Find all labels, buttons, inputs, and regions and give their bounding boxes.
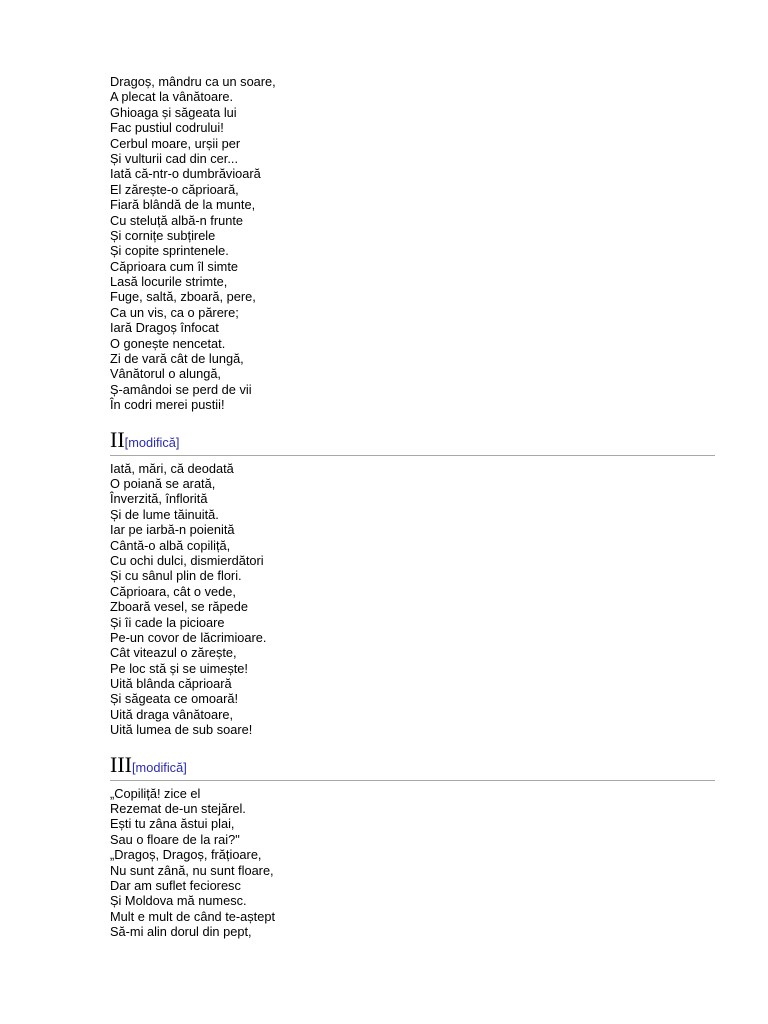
poem-line: Ești tu zâna ăstui plai,: [110, 816, 235, 832]
poem-line: Pe loc stă și se uimește!: [110, 660, 248, 676]
stanza-1: [110, 74, 715, 413]
poem-line: Uită lumea de sub soare!: [110, 722, 253, 738]
section-title: III: [110, 751, 132, 777]
poem-line: „Copiliță! zice el: [110, 785, 201, 801]
poem-line: Căprioara cum îl simte: [110, 258, 239, 274]
poem-line: Sau o floare de la rai?": [110, 831, 240, 847]
poem-line: Înverzită, înflorită: [110, 491, 208, 507]
poem-line: Și vulturii cad din cer...: [110, 150, 239, 166]
poem-line: Căprioara, cât o vede,: [110, 583, 236, 599]
poem-line: Ș-amândoi se perd de vii: [110, 381, 252, 397]
poem-line: Vânătorul o alungă,: [110, 366, 221, 382]
poem-page: [110, 74, 715, 940]
edit-section-link[interactable]: modifică: [128, 434, 176, 450]
section-title: II: [110, 426, 125, 452]
poem-line: El zărește-o căprioară,: [110, 181, 239, 197]
poem-line: Lasă locurile strimte,: [110, 274, 228, 290]
poem-line: Și de lume tăinuită.: [110, 506, 219, 522]
poem-line: Să-mi alin dorul din pept,: [110, 924, 252, 940]
poem-line: Și îi cade la picioare: [110, 614, 225, 630]
poem-line: Ca un vis, ca o părere;: [110, 304, 239, 320]
poem-line: Nu sunt zână, nu sunt floare,: [110, 862, 274, 878]
poem-line: Dragoș, mândru ca un soare,: [110, 74, 276, 89]
poem-line: Iară Dragoș înfocat: [110, 320, 219, 336]
poem-line: Cu ochi dulci, dismierdători: [110, 552, 264, 568]
poem-line: Rezemat de-un stejărel.: [110, 801, 246, 817]
poem-line: Uită draga vânătoare,: [110, 706, 234, 722]
poem-line: Zboară vesel, se răpede: [110, 599, 249, 615]
poem-line: O gonește nencetat.: [110, 335, 226, 351]
section-heading-iii: III[modifică]: [110, 752, 715, 781]
poem-line: Dar am suflet fecioresc: [110, 877, 241, 893]
poem-line: Și săgeata ce omoară!: [110, 691, 239, 707]
poem-line: Pe-un covor de lăcrimioare.: [110, 629, 267, 645]
poem-line: Cu steluță albă-n frunte: [110, 212, 244, 228]
poem-line: Iată, mări, că deodată: [110, 460, 234, 476]
poem-line: Iar pe iarbă-n poienită: [110, 522, 235, 538]
poem-line: Și cu sânul plin de flori.: [110, 568, 242, 584]
poem-line: Fiară blândă de la munte,: [110, 197, 256, 213]
poem-line: A plecat la vânătoare.: [110, 89, 234, 105]
poem-line: O poiană se arată,: [110, 475, 216, 491]
poem-line: Și Moldova mă numesc.: [110, 893, 247, 909]
poem-line: Cât viteazul o zărește,: [110, 645, 237, 661]
poem-line: „Dragoș, Dragoș, frățioare,: [110, 847, 262, 863]
poem-line: Uită blânda căprioară: [110, 676, 232, 692]
poem-line: Fuge, saltă, zboară, pere,: [110, 289, 256, 305]
poem-line: Cerbul moare, urșii per: [110, 135, 241, 151]
poem-line: Mult e mult de când te-aștept: [110, 908, 276, 924]
edit-section-link[interactable]: modifică: [135, 759, 184, 775]
poem-line: Ghioaga și săgeata lui: [110, 104, 237, 120]
poem-line: Zi de vară cât de lungă,: [110, 351, 244, 367]
stanza-2: [110, 461, 715, 738]
poem-line: În codri merei pustii!: [110, 397, 225, 413]
poem-line: Iată că-ntr-o dumbrăvioară: [110, 166, 261, 182]
poem-line: Și cornițe subțirele: [110, 227, 216, 243]
poem-line: Cântă-o albă copiliță,: [110, 537, 231, 553]
poem-line: Și copite sprintenele.: [110, 243, 229, 259]
poem-line: Fac pustiul codrului!: [110, 120, 224, 136]
stanza-3: [110, 786, 715, 940]
section-heading-ii: II[modifică]: [110, 427, 715, 456]
